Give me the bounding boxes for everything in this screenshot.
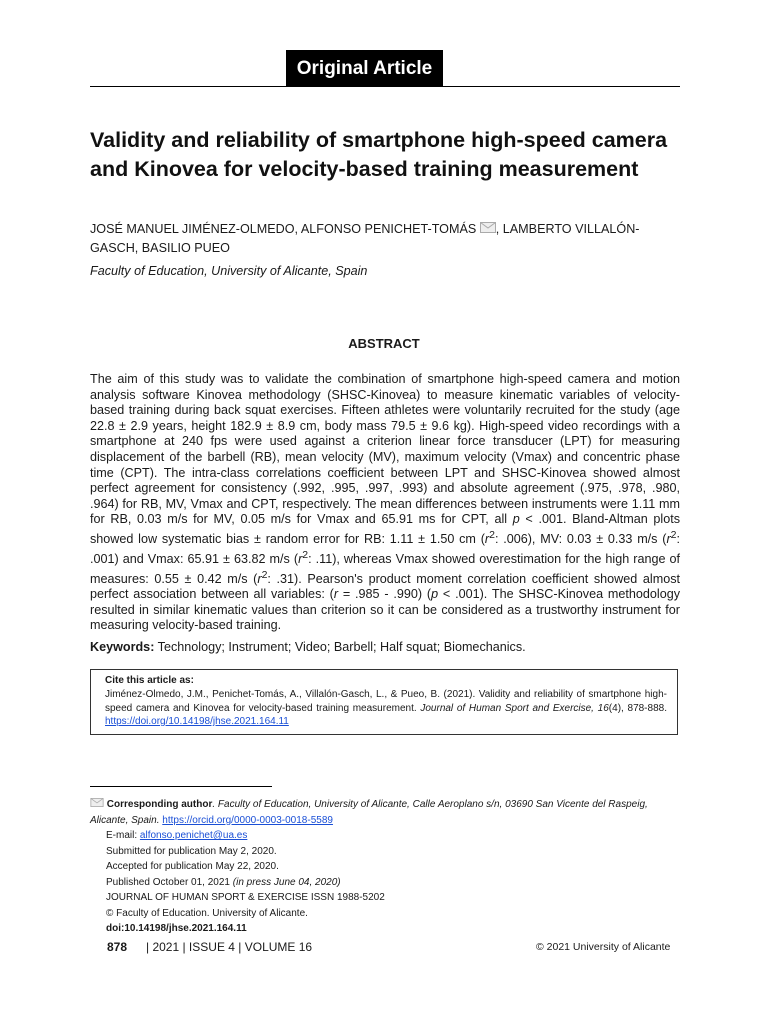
email-link[interactable]: alfonso.penichet@ua.es <box>139 830 248 841</box>
submitted-line: Submitted for publication May 2, 2020. <box>106 845 277 857</box>
header-divider <box>90 86 680 87</box>
footnote-divider <box>90 786 272 787</box>
citation-doi-link[interactable]: https://doi.org/10.14198/jhse.2021.164.11 <box>105 716 289 727</box>
affiliation: Faculty of Education, University of Alicante, Spain <box>90 264 368 278</box>
copyright-line: © Faculty of Education. University of Alicante. <box>106 907 308 919</box>
citation-box <box>90 669 678 735</box>
citation-text: Jiménez-Olmedo, J.M., Penichet-Tomás, A., Villalón-Gasch, L., & Pueo, B. (2021). Validity and reliability of smartphone high-speed camera and Kinovea for velocity-based training measurement. Journal of Human Sport and Exercise, 16(4), 878-888. https://doi.org/10.14198/jhse.2021.164.11 <box>105 689 667 727</box>
email-line: E-mail: alfonso.penichet@ua.es <box>106 830 248 841</box>
keywords-text: Technology; Instrument; Video; Barbell; Half squat; Biomechanics. <box>154 640 526 654</box>
corresponding-author-line: Corresponding author. Faculty of Education, University of Alicante, Calle Aeroplano s/n, 03690 San Vicente del Raspeig, Alicante, Spain. https://orcid.org/0000-0003-0018-5589 <box>90 799 648 826</box>
footer-copyright: © 2021 University of Alicante <box>536 941 671 953</box>
abstract-body: The aim of this study was to validate the combination of smartphone high-speed camera and motion analysis software Kinovea methodology (SHSC-Kinovea) to measure kinematic variables of velocity-based training during back squat exercises. Fifteen athletes were voluntarily recruited for the study (age 22.8 ± 2.9 years, height 182.9 ± 8.9 cm, body mass 79.5 ± 9.6 kg). High-speed video recordings with a smartphone at 240 fps were used against a criterion linear force transducer (LPT) for measuring displacement of the barbell (RB), mean velocity (MV), maximum velocity (Vmax) and concentric phase time (CPT). The intra-class correlations coefficient between LPT and SHSC-Kinovea showed almost perfect agreement for consistency (.992, .995, .997, .993) and absolute agreement (.975, .978, .980, .964) for RB, MV, Vmax and CPT, respectively. The mean differences between instruments were 1.11 mm for RB, 0.03 m/s for MV, 0.05 m/s for Vmax and 65.91 ms for CPT, all p < .001. Bland-Altman plots showed low systematic bias ± random error for RB: 1.11 ± 1.50 cm ($r^2$: .006), MV: 0.03 ± 0.33 m/s ($r^2$: .001) and Vmax: 65.91 ± 63.82 m/s ($r^2$: .11), whereas Vmax showed overestimation for the high range of measures: 0.55 ± 0.42 m/s ($r^2$: .31). Pearson's product moment correlation coefficient showed almost perfect association between all variables: (r = .985 - .990) (p < .001). The SHSC-Kinovea methodology resulted in similar kinematic values than criterion so it can be considered as a trustworthy instrument for measuring velocity-based training. <box>90 372 681 633</box>
keywords <box>90 640 680 654</box>
author-list <box>90 220 685 258</box>
mail-icon[interactable] <box>480 220 496 239</box>
doi-line: doi:10.14198/jhse.2021.164.11 <box>106 923 247 934</box>
authors-part1: JOSÉ MANUEL JIMÉNEZ-OLMEDO, ALFONSO PENICHET-TOMÁS <box>90 222 477 236</box>
keywords-label: Keywords: <box>90 640 155 654</box>
mail-icon[interactable] <box>90 799 104 810</box>
published-line: Published October 01, 2021 (in press June 04, 2020) <box>106 876 341 888</box>
article-title: Validity and reliability of smartphone high-speed camera and Kinovea for velocity-based training measurement <box>90 128 668 181</box>
accepted-line: Accepted for publication May 22, 2020. <box>106 861 279 872</box>
authors-part2: , LAMBERTO VILLALÓN-GASCH, BASILIO PUEO <box>90 222 640 256</box>
article-type-badge: Original Article <box>286 50 443 87</box>
footnote <box>90 797 680 937</box>
journal-issn-line: JOURNAL OF HUMAN SPORT & EXERCISE ISSN 1988-5202 <box>106 892 385 903</box>
orcid-link[interactable]: https://orcid.org/0000-0003-0018-5589 <box>162 814 333 826</box>
issue-info: | 2021 | ISSUE 4 | VOLUME 16 <box>146 940 313 954</box>
page-number: 878 <box>107 940 128 954</box>
citation-label: Cite this article as: <box>105 675 194 686</box>
abstract-heading: ABSTRACT <box>348 336 420 351</box>
